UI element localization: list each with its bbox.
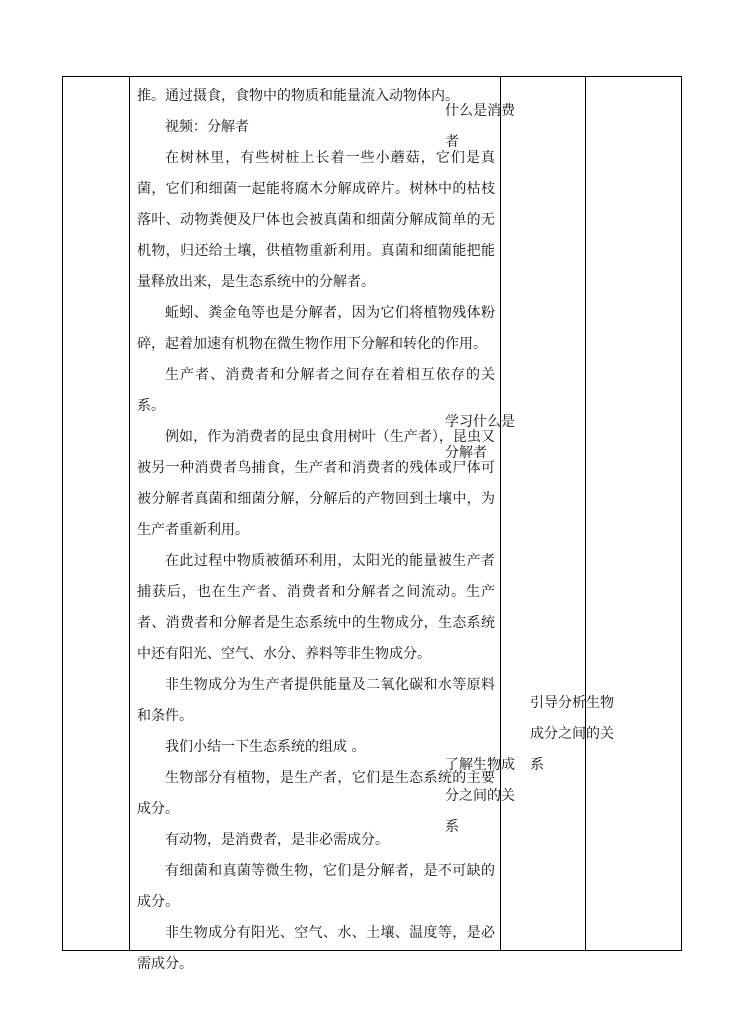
student-activity-1: 什么是消费者 — [445, 103, 515, 150]
column-divider — [129, 77, 130, 950]
content-paragraph: 推。通过摄食，食物中的物质和能量流入动物体内。 — [137, 88, 459, 104]
design-intent-1: 引导分析生物成分之间的关系 — [530, 695, 614, 773]
content-paragraph: 我们小结一下生态系统的组成 。 — [165, 739, 366, 755]
content-paragraph: 生物部分有植物，是生产者，它们是生态系统的主要成分。 — [137, 770, 495, 817]
content-paragraph: 在此过程中物质被循环利用，太阳光的能量被生产者捕获后，也在生产者、消费者和分解者之间流动。生产者、消费者和分解者是生态系统中的生物成分，生态系统中还有阳光、空气、水分、养料等非生物成分。 — [137, 553, 495, 662]
teaching-content-column — [137, 77, 495, 980]
student-activity-2: 学习什么是分解者 — [445, 414, 515, 461]
content-paragraph: 非生物成分为生产者提供能量及二氧化碳和水等原料和条件。 — [137, 677, 495, 724]
content-paragraph: 有细菌和真菌等微生物，它们是分解者，是不可缺的成分。 — [137, 863, 495, 910]
content-paragraph: 视频：分解者 — [165, 119, 249, 135]
content-paragraph: 生产者、消费者和分解者之间存在着相互依存的关系。 — [137, 367, 495, 414]
content-paragraph: 非生物成分有阳光、空气、水、土壤、温度等，是必需成分。 — [137, 925, 495, 972]
lesson-table — [62, 76, 682, 972]
content-paragraph: 蚯蚓、粪金龟等也是分解者，因为它们将植物残体粉碎，起着加速有机物在微生物作用下分解和转化的作用。 — [137, 305, 495, 352]
content-paragraph: 在树林里，有些树桩上长着一些小蘑菇，它们是真菌，它们和细菌一起能将腐木分解成碎片。树林中的枯枝落叶、动物粪便及尸体也会被真菌和细菌分解成简单的无机物，归还给土壤，供植物重新利用。真菌和细菌能把能量释放出来，是生态系统中的分解者。 — [137, 150, 495, 290]
content-paragraph: 例如，作为消费者的昆虫食用树叶（生产者），昆虫又被另一种消费者鸟捕食，生产者和消费者的残体或尸体可被分解者真菌和细菌分解，分解后的产物回到土壤中，为生产者重新利用。 — [137, 429, 495, 538]
content-paragraph: 有动物，是消费者，是非必需成分。 — [165, 832, 389, 848]
column-divider — [585, 77, 586, 950]
student-activity-3: 了解生物成分之间的关系 — [445, 757, 515, 835]
